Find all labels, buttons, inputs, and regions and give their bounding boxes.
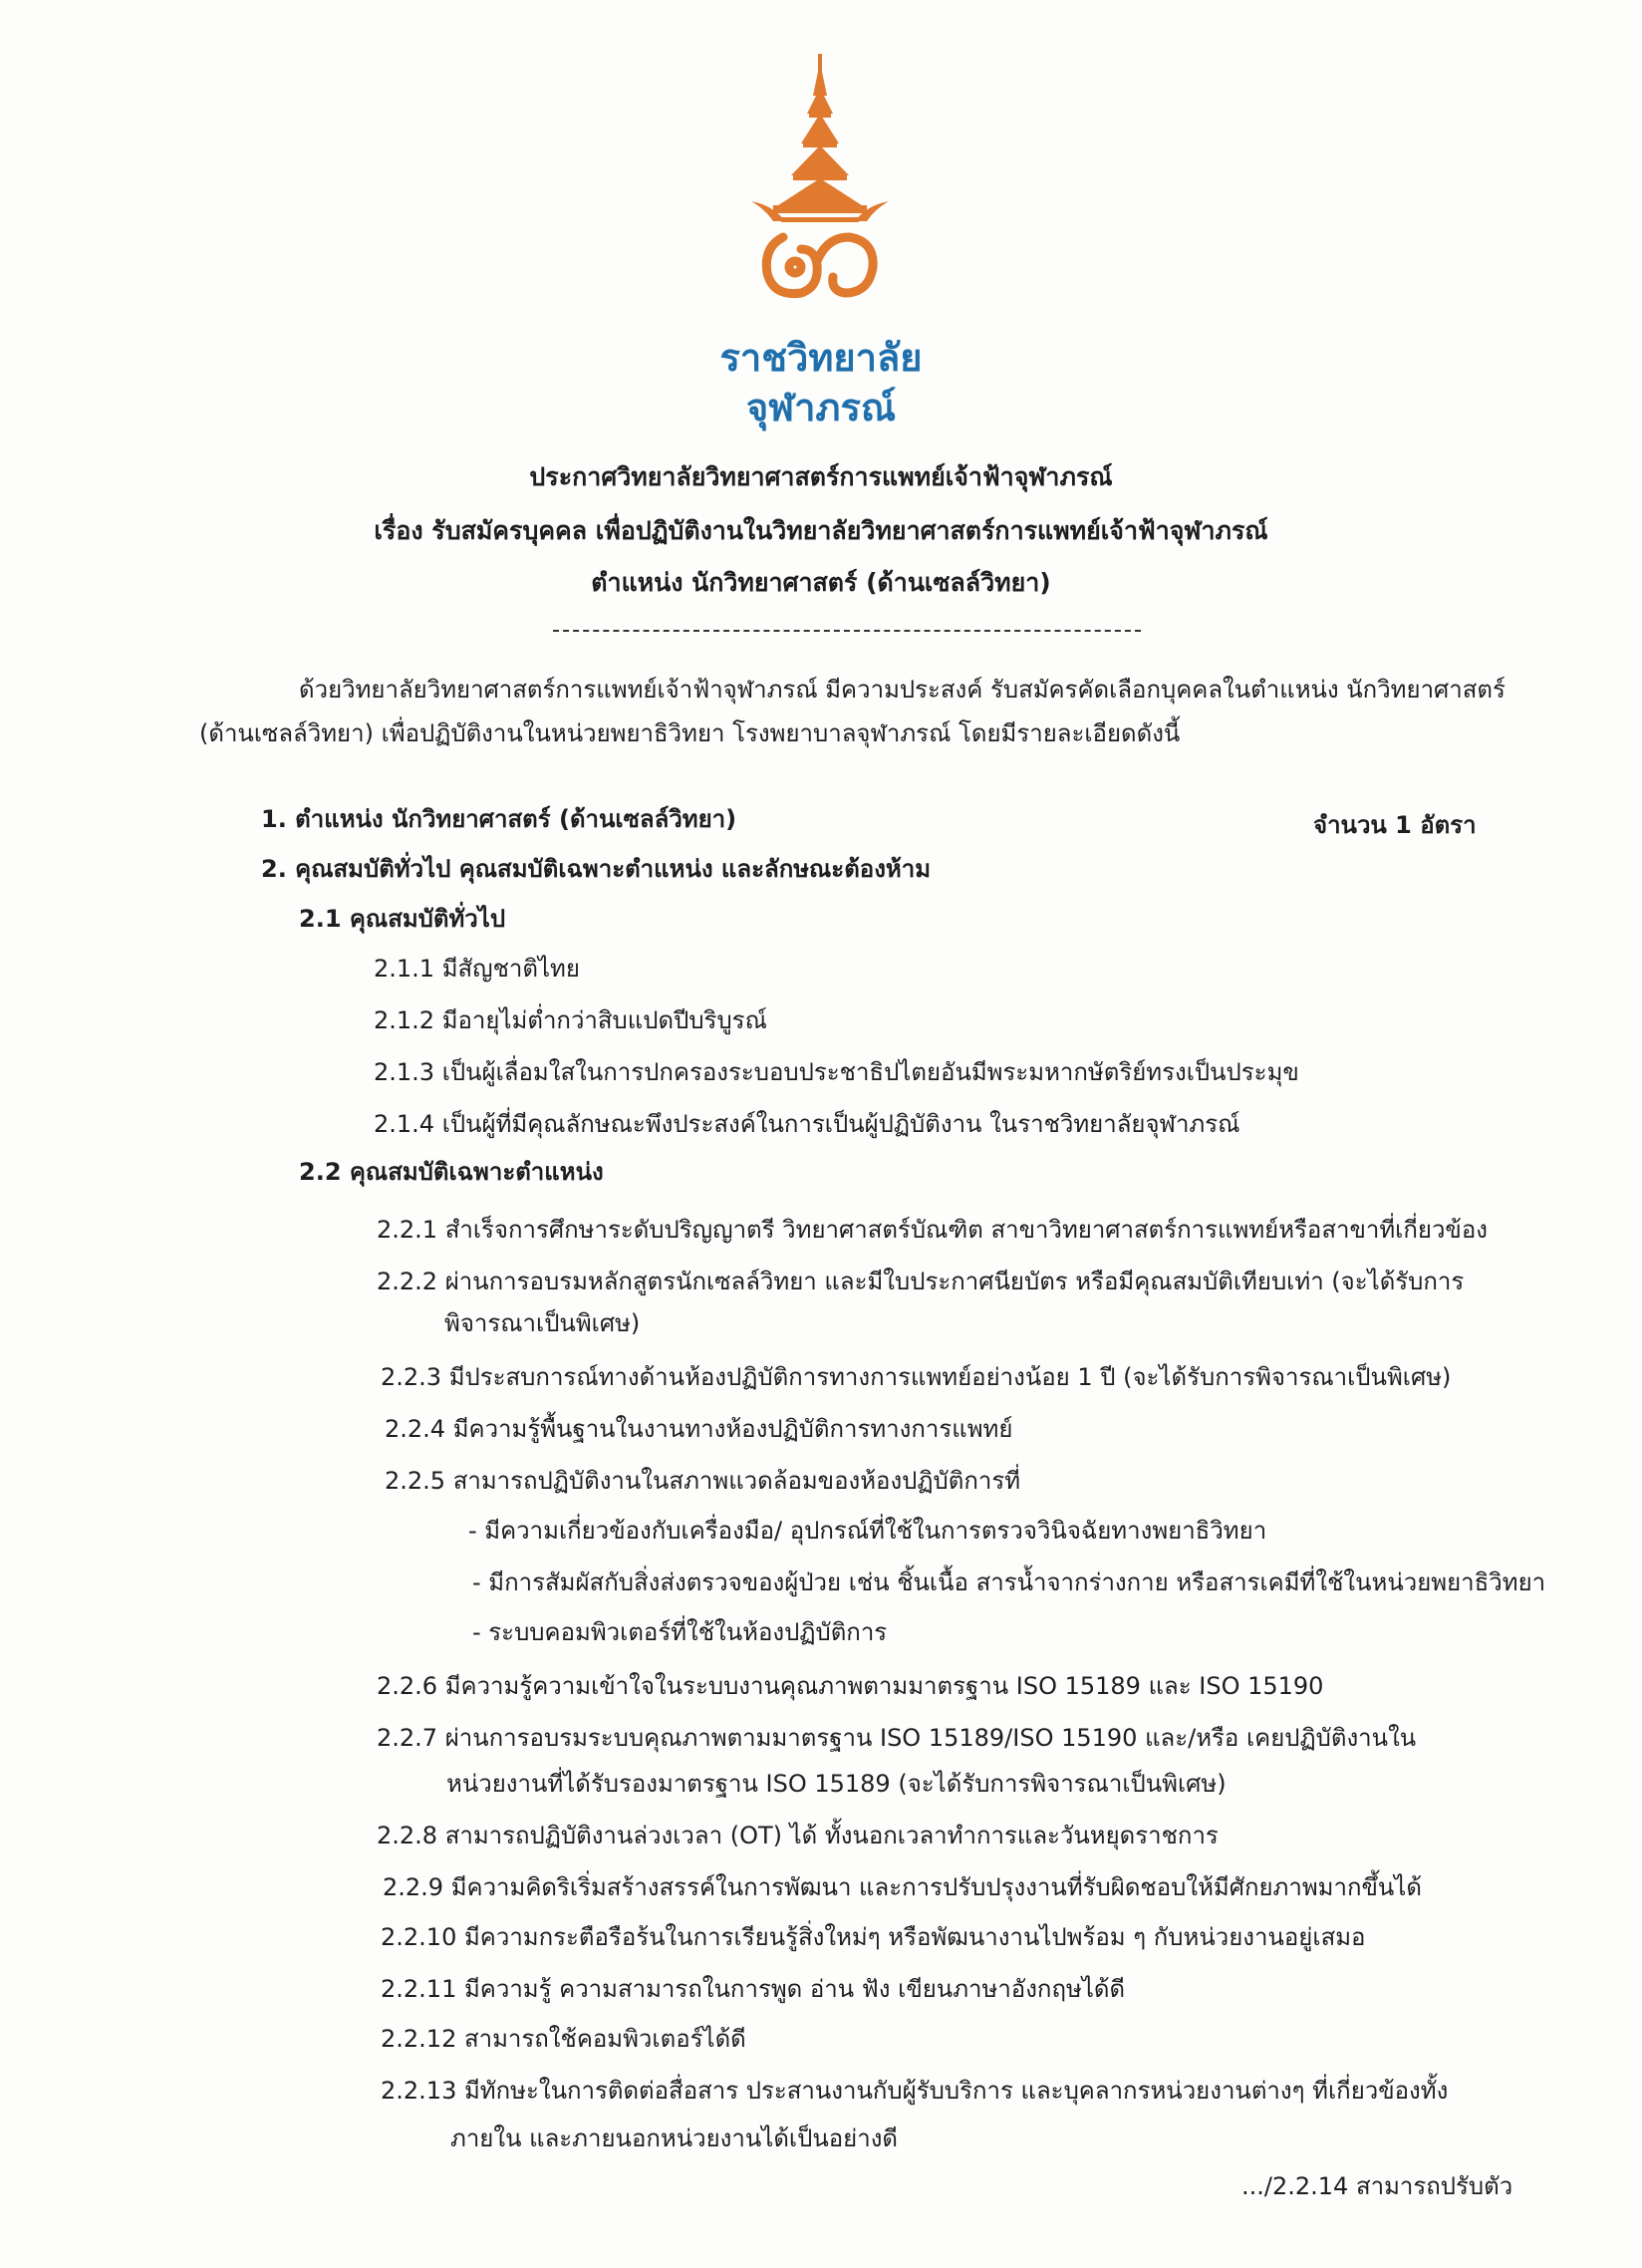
intro-line-2: (ด้านเซลล์วิทยา) เพื่อปฏิบัติงานในหน่วยพยาธิวิทยา โรงพยาบาลจุฬาภรณ์ โดยมีรายละเอียดดังนี้ xyxy=(199,719,1181,747)
item-2-2-9: 2.2.9 มีความคิดริเริ่มสร้างสรรค์ในการพัฒนา และการปรับปรุงงานที่รับผิดชอบให้มีศักยภาพมากขึ้นได้ xyxy=(383,1873,1422,1901)
item-2-2-2-cont: พิจารณาเป็นพิเศษ) xyxy=(444,1309,641,1337)
announcement-title: ประกาศวิทยาลัยวิทยาศาสตร์การแพทย์เจ้าฟ้าจุฬาภรณ์ xyxy=(529,462,1113,491)
item-2-1-4: 2.1.4 เป็นผู้ที่มีคุณลักษณะพึงประสงค์ในการเป็นผู้ปฏิบัติงาน ในราชวิทยาลัยจุฬาภรณ์ xyxy=(374,1110,1240,1138)
position-title: ตำแหน่ง นักวิทยาศาสตร์ (ด้านเซลล์วิทยา) xyxy=(591,568,1051,597)
item-2-2-13-cont: ภายใน และภายนอกหน่วยงานได้เป็นอย่างดี xyxy=(450,2125,899,2152)
item-2-2-5-a: - มีความเกี่ยวข้องกับเครื่องมือ/ อุปกรณ์ที่ใช้ในการตรวจวินิจฉัยทางพยาธิวิทยา xyxy=(468,1517,1267,1545)
item-2-1-3: 2.1.3 เป็นผู้เลื่อมใสในการปกครองระบอบประชาธิปไตยอันมีพระมหากษัตริย์ทรงเป็นประมุข xyxy=(374,1058,1299,1086)
item-2-2-6: 2.2.6 มีความรู้ความเข้าใจในระบบงานคุณภาพตามมาตรฐาน ISO 15189 และ ISO 15190 xyxy=(377,1672,1324,1700)
item-2-2-5-c: - ระบบคอมพิวเตอร์ที่ใช้ในห้องปฏิบัติการ xyxy=(472,1618,888,1646)
intro-line-1: ด้วยวิทยาลัยวิทยาศาสตร์การแพทย์เจ้าฟ้าจุฬาภรณ์ มีความประสงค์ รับสมัครคัดเลือกบุคคลในตำแหน่ง นักวิทยาศาสตร์ xyxy=(299,676,1505,704)
item-2-2-5: 2.2.5 สามารถปฏิบัติงานในสภาพแวดล้อมของห้องปฏิบัติการที่ xyxy=(385,1467,1021,1495)
item-2-2-4: 2.2.4 มีความรู้พื้นฐานในงานทางห้องปฏิบัติการทางการแพทย์ xyxy=(385,1415,1013,1443)
item-2-2-5-b: - มีการสัมผัสกับสิ่งส่งตรวจของผู้ป่วย เช่น ชิ้นเนื้อ สารน้ำจากร่างกาย หรือสารเคมีที่ใช้ในหน่วยพยาธิวิทยา xyxy=(472,1568,1546,1596)
item-2-1-2: 2.1.2 มีอายุไม่ต่ำกว่าสิบแปดปีบริบูรณ์ xyxy=(374,1006,767,1034)
item-2-2-7-cont: หน่วยงานที่ได้รับรองมาตรฐาน ISO 15189 (จะได้รับการพิจารณาเป็นพิเศษ) xyxy=(446,1770,1227,1798)
item-2-2-2: 2.2.2 ผ่านการอบรมหลักสูตรนักเซลล์วิทยา และมีใบประกาศนียบัตร หรือมีคุณสมบัติเทียบเท่า (จะได้รับการ xyxy=(377,1268,1465,1295)
item-2-2-11: 2.2.11 มีความรู้ ความสามารถในการพูด อ่าน ฟัง เขียนภาษาอังกฤษได้ดี xyxy=(381,1975,1126,2003)
item-2-2-10: 2.2.10 มีความกระตือรือร้นในการเรียนรู้สิ่งใหม่ๆ หรือพัฒนางานไปพร้อม ๆ กับหน่วยงานอยู่เสมอ xyxy=(381,1923,1366,1951)
college-name-line2: จุฬาภรณ์ xyxy=(745,386,897,429)
item-2-2-3: 2.2.3 มีประสบการณ์ทางด้านห้องปฏิบัติการทางการแพทย์อย่างน้อย 1 ปี (จะได้รับการพิจารณาเป็นพิเศษ) xyxy=(381,1363,1452,1391)
section-2-2-heading: 2.2 คุณสมบัติเฉพาะตำแหน่ง xyxy=(299,1158,604,1186)
item-2-1-1: 2.1.1 มีสัญชาติไทย xyxy=(374,955,580,983)
section-1-quota: จำนวน 1 อัตรา xyxy=(1313,811,1477,839)
item-2-2-1: 2.2.1 สำเร็จการศึกษาระดับปริญญาตรี วิทยาศาสตร์บัณฑิต สาขาวิทยาศาสตร์การแพทย์หรือสาขาที่เกี่ยวข้อง xyxy=(377,1216,1488,1244)
section-2-heading: 2. คุณสมบัติทั่วไป คุณสมบัติเฉพาะตำแหน่ง และลักษณะต้องห้าม xyxy=(261,855,932,883)
section-2-1-heading: 2.1 คุณสมบัติทั่วไป xyxy=(299,905,506,933)
item-2-2-12: 2.2.12 สามารถใช้คอมพิวเตอร์ได้ดี xyxy=(381,2025,746,2053)
college-name-line1: ราชวิทยาลัย xyxy=(719,336,923,380)
item-2-2-13: 2.2.13 มีทักษะในการติดต่อสื่อสาร ประสานงานกับผู้รับบริการ และบุคลากรหน่วยงานต่างๆ ที่เกี่ยวข้องทั้ง xyxy=(381,2077,1449,2105)
dashed-divider xyxy=(553,630,1141,632)
royal-crown-emblem-icon xyxy=(745,52,895,311)
continued-note: .../2.2.14 สามารถปรับตัว xyxy=(1241,2172,1513,2200)
section-1-position: 1. ตำแหน่ง นักวิทยาศาสตร์ (ด้านเซลล์วิทยา) xyxy=(261,805,737,833)
item-2-2-7: 2.2.7 ผ่านการอบรมระบบคุณภาพตามมาตรฐาน ISO 15189/ISO 15190 และ/หรือ เคยปฏิบัติงานใน xyxy=(377,1724,1417,1752)
item-2-2-8: 2.2.8 สามารถปฏิบัติงานล่วงเวลา (OT) ได้ ทั้งนอกเวลาทำการและวันหยุดราชการ xyxy=(377,1822,1219,1849)
announcement-subject: เรื่อง รับสมัครบุคคล เพื่อปฏิบัติงานในวิทยาลัยวิทยาศาสตร์การแพทย์เจ้าฟ้าจุฬาภรณ์ xyxy=(374,516,1268,545)
